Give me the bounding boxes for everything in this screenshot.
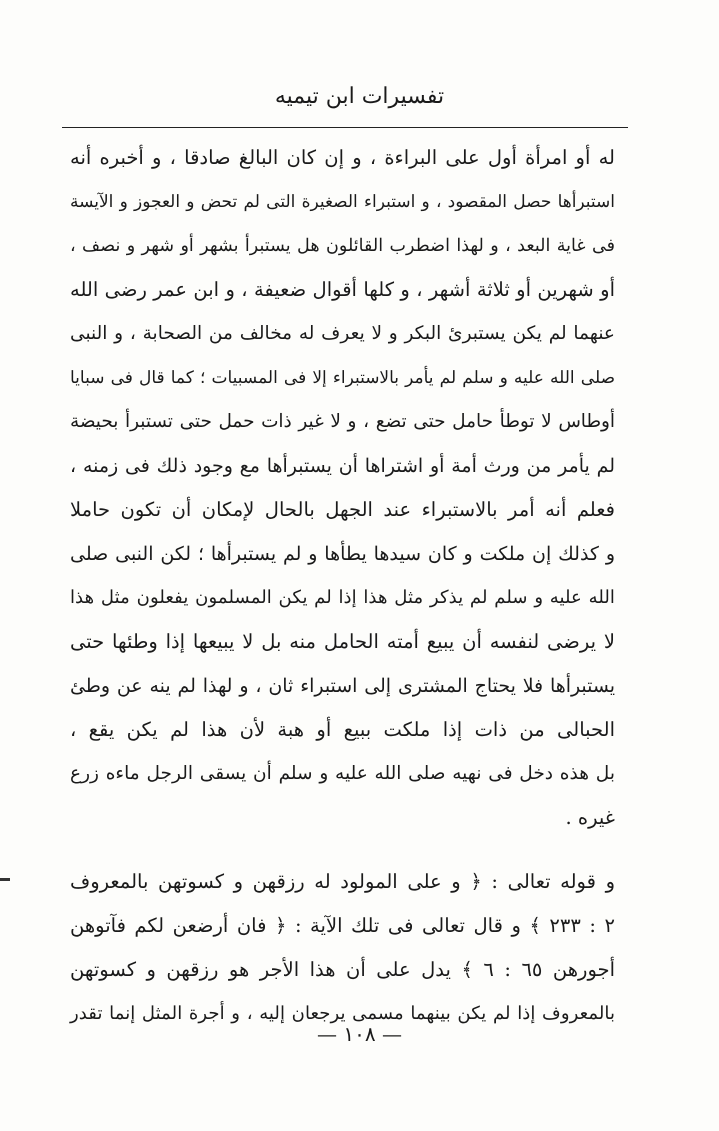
text-line: و قوله تعالى : ﴿ و على المولود له رزقهن و كسوتهن بالمعروف xyxy=(70,870,615,893)
text-line: يستبرأها فلا يحتاج المشترى إلى استبراء ثان ، و لهذا لم ينه عن وطئ xyxy=(70,675,615,697)
text-line: بل هذه دخل فى نهيه صلى الله عليه و سلم أن يسقى الرجل ماءه زرع xyxy=(70,763,615,784)
text-line: فعلم أنه أمر بالاستبراء عند الجهل بالحال لإمكان أن تكون حاملا xyxy=(70,498,615,521)
text-line: غيره . xyxy=(565,806,615,829)
running-head: تفسيرات ابن تيميه xyxy=(274,84,445,109)
text-line: صلى الله عليه و سلم لم يأمر بالاستبراء إلا فى المسبيات ؛ كما قال فى سبايا xyxy=(70,368,615,388)
text-line: ٢ : ٢٣٣ ﴾ و قال تعالى فى تلك الآية : ﴿ فان أرضعن لكم فآتوهن xyxy=(70,914,615,937)
text-line: و كذلك إن ملكت و كان سيدها يطأها و لم يستبرأها ؛ لكن النبى صلى xyxy=(70,543,615,565)
text-line: أو شهرين أو ثلاثة أشهر ، و كلها أقوال ضعيفة ، و ابن عمر رضى الله xyxy=(70,278,615,301)
paragraph-1 xyxy=(70,136,615,840)
text-line: فى غاية البعد ، و لهذا اضطرب القائلون هل يستبرأ بشهر أو شهر و نصف ، xyxy=(70,236,615,256)
text-line: الحبالى من ذات إذا ملكت ببيع أو هبة لأن هذا لم يكن يقع ، xyxy=(70,718,615,741)
text-line: له أو امرأة أول على البراءة ، و إن كان البالغ صادقا ، و أخبره أنه xyxy=(70,146,615,169)
text-line: بالمعروف إذا لم يكن بينهما مسمى يرجعان إليه ، و أجرة المثل إنما تقدر xyxy=(70,1003,615,1024)
text-line: أجورهن ٦٥ : ٦ ﴾ يدل على أن هذا الأجر هو رزقهن و كسوتهن xyxy=(70,958,615,981)
text-line: عنهما لم يكن يستبرئ البكر و لا يعرف له مخالف من الصحابة ، و النبى xyxy=(70,323,615,344)
text-line: الله عليه و سلم لم يذكر مثل هذا إذا لم يكن المسلمون يفعلون مثل هذا xyxy=(70,587,615,608)
text-line: لم يأمر من ورث أمة أو اشتراها أن يستبرأها مع وجود ذلك فى زمنه ، xyxy=(70,455,615,477)
page-number: — ١٠٨ — xyxy=(317,1022,402,1046)
body-text xyxy=(70,136,615,1036)
margin-mark xyxy=(0,878,10,881)
paragraph-gap xyxy=(70,840,615,860)
paragraph-2 xyxy=(70,860,615,1036)
text-line: أوطاس لا توطأ حامل حتى تضع ، و لا غير ذات حمل حتى تستبرأ بحيضة xyxy=(70,411,615,432)
text-line: لا يرضى لنفسه أن يبيع أمته الحامل منه بل لا يبيعها إذا وطئها حتى xyxy=(70,630,615,653)
header-rule xyxy=(62,127,628,128)
text-line: استبرأها حصل المقصود ، و استبراء الصغيرة التى لم تحض و العجوز و الآيسة xyxy=(70,192,615,212)
